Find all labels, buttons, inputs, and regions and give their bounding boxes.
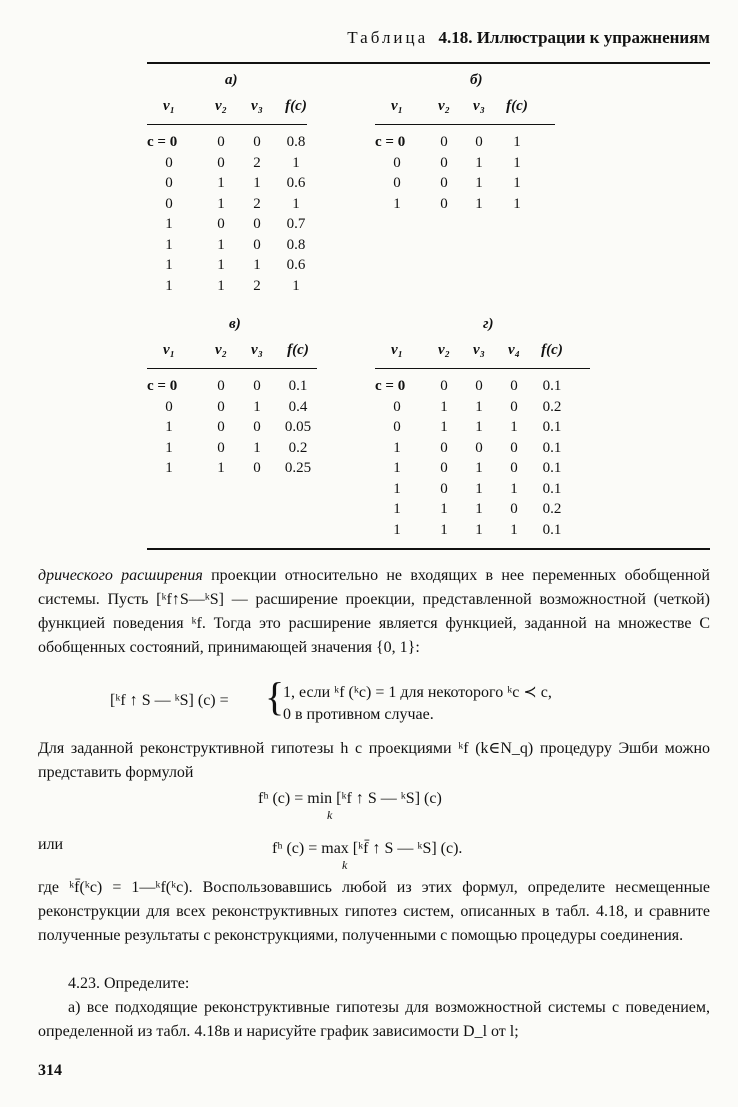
paragraph-1-text: проекции относительно не входящих в нее переменных обобщенной системы. Пусть [ᵏf↑S—ᵏS] — расширение проекции, представленной возможностной (четкой) функцией поведения ᵏf. Тогда это расширение является функцией, заданной на множестве C обобщенных состояний, принимающей значения {0, 1}: — [38, 567, 710, 656]
formula-brace: { — [265, 674, 285, 719]
table-g-cell: 0 — [440, 439, 448, 456]
table-g-cell: 1 — [475, 501, 483, 517]
table-b-header-3: f(c) — [506, 98, 528, 114]
table-b-cell: 0 — [440, 154, 448, 171]
table-v-cell: 1 — [165, 439, 173, 456]
table-a-cell: 0 — [165, 175, 173, 191]
word-ili: или — [38, 836, 64, 853]
table-a-cell: 1 — [217, 175, 225, 191]
table-g-cell: c = 0 — [375, 378, 406, 394]
table-a-cell: 1 — [217, 277, 225, 294]
table-a-cell: 0 — [217, 216, 225, 232]
table-a-cell: 1 — [165, 277, 173, 294]
paragraph-3 — [38, 876, 710, 948]
table-v-cell: 1 — [253, 439, 261, 456]
caption-prefix: Таблица — [347, 28, 429, 47]
table-b-cell: 1 — [513, 154, 521, 171]
table-g-cell: 1 — [440, 419, 448, 435]
table-a-label: а) — [225, 72, 238, 88]
table-v-cell: 0 — [217, 398, 225, 415]
table-g-cell: 0.2 — [542, 501, 562, 517]
table-v-label: в) — [229, 316, 241, 332]
table-g-cell: 0.1 — [542, 419, 562, 435]
table-g-cell: 0.1 — [542, 521, 562, 538]
table-g-cell: 1 — [475, 521, 483, 538]
table-g-cell: 0 — [393, 419, 401, 435]
table-a-cell: 1 — [292, 154, 300, 171]
table-g-cell: 0.2 — [542, 398, 562, 415]
table-b-cell: 0 — [440, 175, 448, 191]
table-a-cell: 1 — [217, 195, 225, 212]
table-v-cell: 0.25 — [284, 460, 312, 476]
page-number: 314 — [38, 1062, 62, 1079]
table-g-header-0: v₁ — [391, 342, 403, 358]
table-g-cell: 0 — [510, 439, 518, 456]
table-a-cell: 1 — [217, 257, 225, 273]
table-g-cell: 0 — [475, 439, 483, 456]
table-v-cell: 0 — [253, 378, 261, 394]
table-b-cell: 1 — [513, 195, 521, 212]
table-g-cell: 1 — [510, 480, 518, 497]
table-a-cell: 1 — [253, 175, 261, 191]
table-v-cell: 0 — [217, 378, 225, 394]
caption-title: Иллюстрации к упражнениям — [476, 28, 710, 47]
table-a-cell: 0.6 — [286, 257, 306, 273]
exercise-heading — [38, 972, 710, 996]
table-a-header-1: v₂ — [215, 98, 227, 114]
table-a-cell: 0 — [253, 134, 261, 150]
table-g-cell: 1 — [475, 460, 483, 476]
table-a-cell: 1 — [217, 236, 225, 253]
table-b-cell: 0 — [440, 195, 448, 212]
paragraph-1 — [38, 564, 710, 660]
paragraph-5-text: а) все подходящие реконструктивные гипотезы для возможностной системы с поведением, определенной из табл. 4.18в и нарисуйте график зависимости D_l от l; — [38, 999, 710, 1040]
table-g-cell: 1 — [475, 398, 483, 415]
table-g-cell: 1 — [440, 501, 448, 517]
table-g-header-1: v₂ — [438, 342, 450, 358]
table-b-cell: 0 — [393, 154, 401, 171]
table-b-cell: 1 — [475, 175, 483, 191]
table-v-cell: 0 — [253, 419, 261, 435]
table-a-cell: 0 — [165, 154, 173, 171]
table-a-cell: 1 — [292, 277, 300, 294]
table-g-cell: 0.1 — [542, 439, 562, 456]
italic-term: дрического расширения — [38, 567, 203, 584]
paragraph-3-text: где ᵏf̄(ᵏc) = 1—ᵏf(ᵏc). Воспользовавшись любой из этих формул, определите несмещенные реконструкции для всех реконструктивных гипотез систем, описанных в табл. 4.18, и сравните полученные результаты с реконструкциями, полученными с помощью процедуры соединения. — [38, 879, 710, 944]
table-a-cell: 0.7 — [286, 216, 306, 232]
table-g-cell: 1 — [393, 501, 401, 517]
table-g-header-4: f(c) — [541, 342, 563, 358]
table-a-header-2: v₃ — [251, 98, 263, 114]
table-g-cell: 0 — [510, 378, 518, 394]
table-bottom-rule — [147, 548, 710, 550]
table-g-header-3: v₄ — [508, 342, 520, 358]
table-a-cell: 0 — [253, 236, 261, 253]
table-a-cell: 0 — [253, 216, 261, 232]
table-v-header-rule — [147, 368, 317, 369]
table-v-header-3: f(c) — [287, 342, 309, 358]
table-g-label: г) — [483, 316, 494, 332]
table-g-cell: 1 — [393, 480, 401, 497]
table-g-cell: 0 — [393, 398, 401, 415]
table-v-cell: c = 0 — [147, 378, 178, 394]
table-v-header-0: v₁ — [163, 342, 175, 358]
table-a-cell: 2 — [253, 195, 261, 212]
table-g-cell: 0 — [440, 460, 448, 476]
table-g-cell: 1 — [440, 398, 448, 415]
table-b-cell: 1 — [475, 154, 483, 171]
exercise-heading-text: 4.23. Определите: — [68, 975, 190, 992]
table-g-cell: 0 — [510, 460, 518, 476]
table-g-cell: 1 — [475, 480, 483, 497]
table-a-cell: 0 — [217, 154, 225, 171]
table-b-header-1: v₂ — [438, 98, 450, 114]
formula-extension-lhs: [ᵏf ↑ S — ᵏS] (c) = — [110, 692, 229, 709]
table-v-cell: 0.4 — [288, 398, 308, 415]
table-v-header-1: v₂ — [215, 342, 227, 358]
formula-case-1: 1, если ᵏf (ᵏc) = 1 для некоторого ᵏc ≺ c, — [283, 684, 552, 701]
table-b-label: б) — [470, 72, 483, 88]
table-g-cell: 0 — [510, 398, 518, 415]
paragraph-5 — [38, 996, 710, 1044]
paragraph-2 — [38, 737, 710, 785]
table-b-cell: 1 — [513, 134, 521, 150]
table-a-cell: 2 — [253, 154, 261, 171]
table-g-cell: 1 — [393, 521, 401, 538]
table-g-cell: 0 — [475, 378, 483, 394]
table-b-cell: c = 0 — [375, 134, 406, 150]
table-a-cell: 1 — [165, 236, 173, 253]
table-a-cell: 0.6 — [286, 175, 306, 191]
table-top-rule — [147, 62, 710, 64]
table-g-cell: 0 — [510, 501, 518, 517]
formula-max-subscript: k — [342, 858, 348, 872]
table-a-cell: 1 — [165, 216, 173, 232]
table-v-header-2: v₃ — [251, 342, 263, 358]
table-g-header-rule — [375, 368, 590, 369]
table-b-cell: 0 — [440, 134, 448, 150]
formula-min-subscript: k — [327, 808, 333, 822]
table-a-header-3: f(c) — [285, 98, 307, 114]
formula-max: fʰ (c) = max [ᵏf̄ ↑ S — ᵏS] (c). — [272, 840, 463, 857]
table-a-cell: 0 — [165, 195, 173, 212]
table-g-cell: 0.1 — [542, 460, 562, 476]
table-b-header-2: v₃ — [473, 98, 485, 114]
table-a-cell: 1 — [165, 257, 173, 273]
table-b-cell: 1 — [475, 195, 483, 212]
caption-number: 4.18. — [438, 28, 473, 47]
table-b-header-rule — [375, 124, 555, 125]
table-g-cell: 1 — [475, 419, 483, 435]
table-v-cell: 0.1 — [288, 378, 308, 394]
table-g-cell: 1 — [393, 439, 401, 456]
table-g — [375, 316, 590, 541]
table-caption — [0, 28, 710, 48]
table-a-header-rule — [147, 124, 307, 125]
table-v — [147, 316, 317, 486]
table-b-cell: 1 — [513, 175, 521, 191]
table-b-cell: 0 — [475, 134, 483, 150]
table-a-cell: 0 — [217, 134, 225, 150]
table-v-cell: 0 — [217, 419, 225, 435]
table-b-cell: 1 — [393, 195, 401, 212]
table-a-cell: 1 — [292, 195, 300, 212]
formula-case-2: 0 в противном случае. — [283, 706, 434, 723]
table-v-cell: 1 — [165, 419, 173, 435]
table-a-cell: c = 0 — [147, 134, 178, 150]
table-b — [375, 72, 555, 212]
table-v-cell: 0 — [217, 439, 225, 456]
table-v-cell: 0 — [253, 460, 261, 476]
table-v-cell: 0 — [165, 398, 173, 415]
table-v-cell: 1 — [217, 460, 225, 476]
paragraph-2-text: Для заданной реконструктивной гипотезы h с проекциями ᵏf (k∈N_q) процедуру Эшби можно представить формулой — [38, 740, 710, 781]
table-a-cell: 1 — [253, 257, 261, 273]
table-g-cell: 0.1 — [542, 378, 562, 394]
table-g-cell: 1 — [510, 419, 518, 435]
table-g-cell: 0.1 — [542, 480, 562, 497]
table-v-cell: 0.2 — [288, 439, 308, 456]
table-g-cell: 1 — [393, 460, 401, 476]
table-a-cell: 0.8 — [286, 236, 306, 253]
table-a — [147, 72, 307, 302]
table-g-cell: 0 — [440, 378, 448, 394]
formula-min: fʰ (c) = min [ᵏf ↑ S — ᵏS] (c) — [258, 790, 442, 807]
table-g-cell: 1 — [440, 521, 448, 538]
table-g-cell: 1 — [510, 521, 518, 538]
table-v-cell: 1 — [165, 460, 173, 476]
table-v-cell: 0.05 — [284, 419, 312, 435]
table-v-cell: 1 — [253, 398, 261, 415]
table-g-header-2: v₃ — [473, 342, 485, 358]
table-g-cell: 0 — [440, 480, 448, 497]
table-b-cell: 0 — [393, 175, 401, 191]
table-b-header-0: v₁ — [391, 98, 403, 114]
table-a-header-0: v₁ — [163, 98, 175, 114]
table-a-cell: 2 — [253, 277, 261, 294]
table-a-cell: 0.8 — [286, 134, 306, 150]
